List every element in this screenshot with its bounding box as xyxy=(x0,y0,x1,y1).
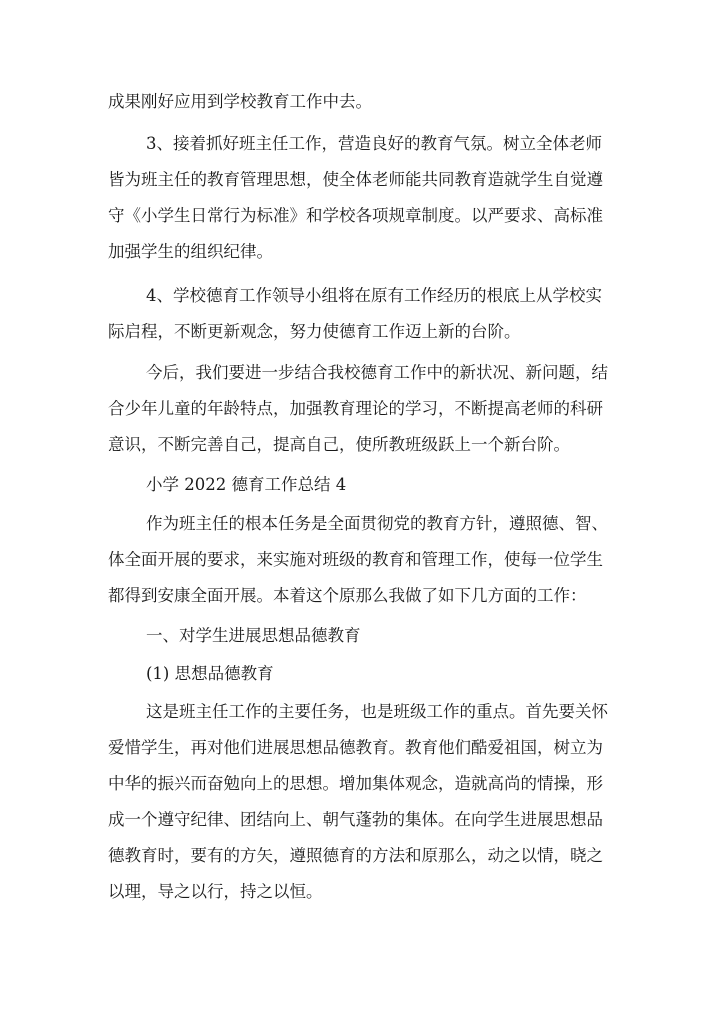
text-line: 成果刚好应用到学校教育工作中去。 xyxy=(108,92,372,111)
text-line: 今后，我们要进一步结合我校德育工作中的新状况、新问题，结 xyxy=(146,363,608,382)
text-line: 成一个遵守纪律、团结向上、朝气蓬勃的集体。在向学生进展思想品 xyxy=(108,810,603,829)
text-line: 4、学校德育工作领导小组将在原有工作经历的根底上从学校实 xyxy=(146,286,602,305)
text-line: 守《小学生日常行为标准》和学校各项规章制度。以严要求、高标准 xyxy=(108,206,603,225)
text-line: 都得到安康全面开展。本着这个原那么我做了如下几方面的工作： xyxy=(108,586,587,605)
section-heading: 小学 2022 德育工作总结 4 xyxy=(146,475,347,494)
text-line: 际启程，不断更新观念，努力使德育工作迈上新的台阶。 xyxy=(108,322,521,341)
text-line: 中华的振兴而奋勉向上的思想。增加集体观念，造就高尚的情操，形 xyxy=(108,774,603,793)
text-line: 意识，不断完善自己，提高自己，使所教班级跃上一个新台阶。 xyxy=(108,435,570,454)
text-line: 皆为班主任的教育管理思想，使全体老师能共同教育造就学生自觉遵 xyxy=(108,170,603,189)
text-line: 作为班主任的根本任务是全面贯彻党的教育方针，遵照德、智、 xyxy=(146,514,608,533)
text-line: 这是班主任工作的主要任务，也是班级工作的重点。首先要关怀 xyxy=(146,702,608,721)
text-line: 合少年儿童的年龄特点，加强教育理论的学习，不断提高老师的科研 xyxy=(108,399,603,418)
text-line: 德教育时，要有的方矢，遵照德育的方法和原那么，动之以情，晓之 xyxy=(108,846,603,865)
subheading: 一、对学生进展思想品德教育 xyxy=(146,626,361,645)
text-line: 以理，导之以行，持之以恒。 xyxy=(108,882,323,901)
text-line: 加强学生的组织纪律。 xyxy=(108,242,273,261)
text-line: 3、接着抓好班主任工作，营造良好的教育气氛。树立全体老师 xyxy=(146,134,602,153)
text-line: 体全面开展的要求，来实施对班级的教育和管理工作，使每一位学生 xyxy=(108,550,603,569)
subheading: (1) 思想品德教育 xyxy=(146,664,274,683)
text-line: 爱惜学生，再对他们进展思想品德教育。教育他们酷爱祖国，树立为 xyxy=(108,738,603,757)
